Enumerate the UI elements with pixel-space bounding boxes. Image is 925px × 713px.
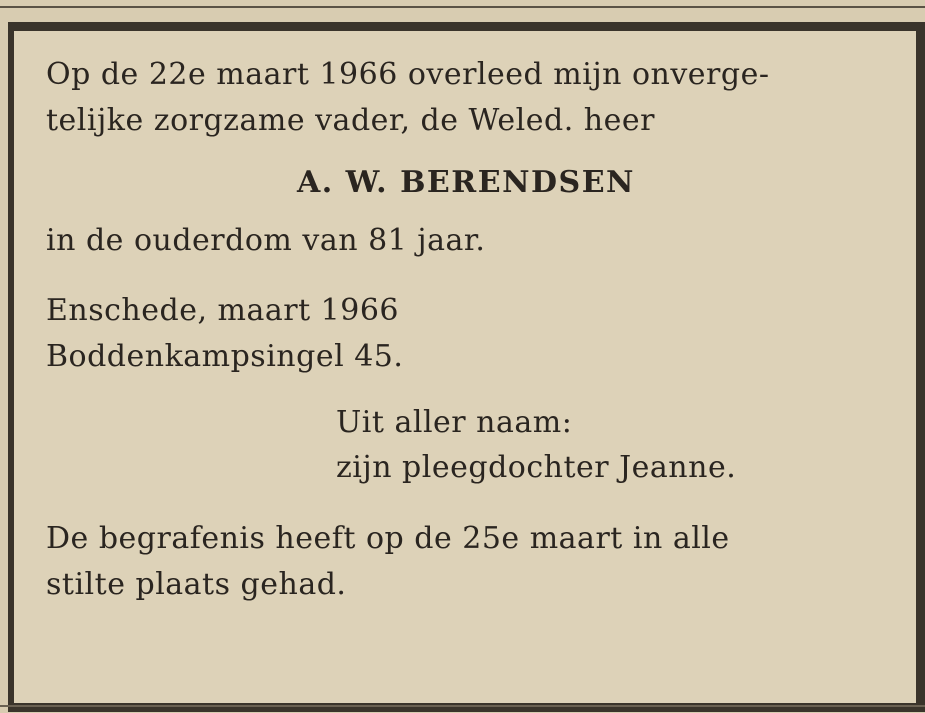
age-line: in de ouderdom van 81 jaar. xyxy=(46,223,486,258)
place-date: Enschede, maart 1966 xyxy=(46,293,400,328)
signature-line-2: zijn pleegdochter Jeanne. xyxy=(336,450,737,485)
address: Boddenkampsingel 45. xyxy=(46,339,404,374)
deceased-name: A. W. BERENDSEN xyxy=(297,165,635,200)
top-rule xyxy=(0,6,925,8)
intro-line-1: Op de 22e maart 1966 overleed mijn onverge- xyxy=(46,57,770,92)
bottom-rule xyxy=(0,705,925,707)
intro-line-2: telijke zorgzame vader, de Weled. heer xyxy=(46,103,655,138)
funeral-line-1: De begrafenis heeft op de 25e maart in alle xyxy=(46,521,730,556)
death-notice xyxy=(46,52,876,608)
signature-line-1: Uit aller naam: xyxy=(336,405,573,440)
funeral-line-2: stilte plaats gehad. xyxy=(46,567,347,602)
